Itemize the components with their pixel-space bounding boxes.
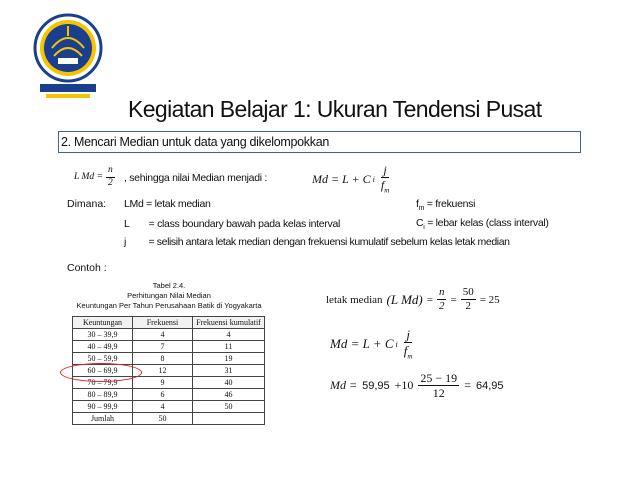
table-cell: Jumlah [73, 413, 133, 425]
table-cell: 4 [133, 329, 193, 341]
table-cell: 50 – 59,9 [73, 353, 133, 365]
table-total-row [73, 413, 265, 425]
table-cell: 9 [133, 377, 193, 389]
letak-median-calc: letak median (L Md) = $\frac{n}{2}$ = $\frac{50}{2}$ = 25 [326, 286, 500, 312]
def-lmd: LMd = letak median [124, 198, 211, 210]
example-label: Contoh : [67, 262, 107, 274]
university-emblem-icon [30, 4, 106, 100]
table-cell: 6 [133, 389, 193, 401]
table-cell: 90 – 99,9 [73, 401, 133, 413]
def-l: L = class boundary bawah pada kelas interval [124, 218, 341, 230]
table-cell: 30 – 39,9 [73, 329, 133, 341]
table-cell: 4 [193, 329, 265, 341]
table-cell: 19 [193, 353, 265, 365]
table-cell: 50 [193, 401, 265, 413]
logo [30, 4, 106, 100]
table-cell: 12 [133, 365, 193, 377]
table-cell: 60 – 69,9 [73, 365, 133, 377]
lower-boundary-value: 59,95 [362, 379, 390, 392]
table-cell: 80 – 89,9 [73, 389, 133, 401]
lmd-fraction: $\frac{n}{2}$ [107, 165, 113, 188]
table-cell: 11 [193, 341, 265, 353]
table-cell: 7 [133, 341, 193, 353]
table-cell: 70 – 79,9 [73, 377, 133, 389]
median-result: 64,95 [475, 379, 504, 392]
table-cell: 8 [133, 353, 193, 365]
lmd-formula [74, 166, 115, 188]
def-ci: $C_i$ = lebar kelas (class interval) [416, 217, 549, 232]
definitions-label: Dimana: [67, 198, 107, 210]
md-formula-calc: Md = L + C i $\frac{j}{f_m}$ [330, 327, 413, 361]
section-heading [58, 131, 581, 153]
median-class-highlight [60, 363, 142, 382]
table-row [73, 389, 265, 401]
column-header: Frekuensi [133, 317, 193, 329]
table-cell: 4 [133, 401, 193, 413]
section-heading-text: 2. Mencari Median untuk data yang dikelompokkan [61, 135, 330, 149]
def-j: j = selisih antara letak median dengan frekuensi kumulatif sebelum kelas letak median [124, 236, 510, 248]
table-row [73, 401, 265, 413]
table-cell: 50 [133, 413, 193, 425]
table-cell: 40 [193, 377, 265, 389]
table-caption: Tabel 2.4. Perhitungan Nilai Median Keuntungan Per Tahun Perusahaan Batik di Yogyakarta [76, 281, 262, 310]
formula-connector: , sehingga nilai Median menjadi : [124, 172, 268, 184]
table-row [73, 329, 265, 341]
table-cell: 31 [193, 365, 265, 377]
median-formula: Md = L + C i $\frac{j}{f_m}$ [312, 163, 390, 195]
table-cell [193, 413, 265, 425]
table-header-row [73, 317, 265, 329]
def-fm: $f_m$ = frekuensi [416, 198, 476, 213]
md-substitution: Md = 59,95 +10 $\frac{25 - 19}{12}$ = 64,95 [330, 371, 504, 400]
lmd-label: L Md = [74, 172, 103, 182]
table-cell: 46 [193, 389, 265, 401]
column-header: Frekuensi kumulatif [193, 317, 265, 329]
table-row [73, 341, 265, 353]
column-header: Keuntungan [73, 317, 133, 329]
table-cell: 40 – 49,9 [73, 341, 133, 353]
page-title: Kegiatan Belajar 1: Ukuran Tendensi Pusat [128, 96, 542, 122]
